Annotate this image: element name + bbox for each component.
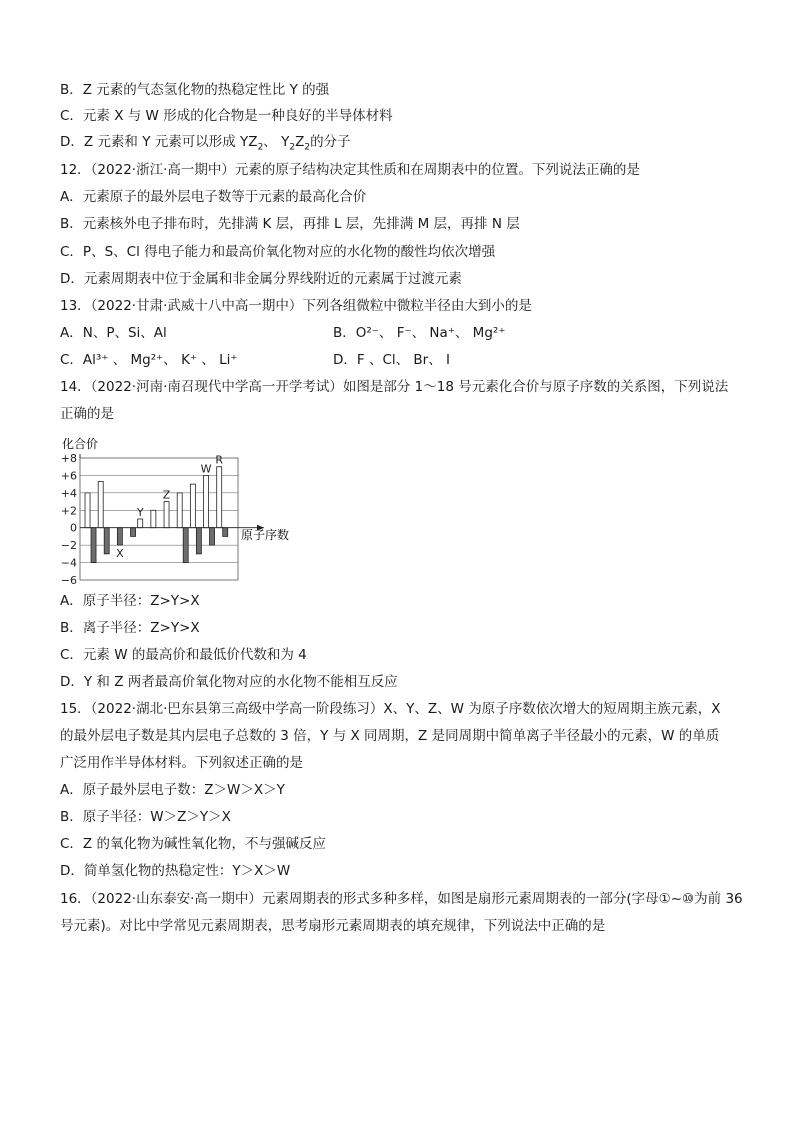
bar <box>217 467 222 528</box>
q15-stem-line3: 广泛用作半导体材料。下列叙述正确的是 <box>60 755 303 771</box>
q12-stem: 12．（2022·浙江·高一期中）元素的原子结构决定其性质和在周期表中的位置。下列说法正确的是 <box>60 162 640 178</box>
y-tick-label: −6 <box>60 574 77 587</box>
q11-option-b: B．Z 元素的气态氢化物的热稳定性比 Y 的强 <box>60 82 330 98</box>
q14-option-a: A．原子半径：Z>Y>X <box>60 593 200 609</box>
chart-bars <box>85 454 228 563</box>
q15-option-d: D．简单氢化物的热稳定性：Y＞X＞W <box>60 863 291 879</box>
bar <box>91 528 96 563</box>
q15-stem-line2: 的最外层电子数是其内层电子总数的 3 倍，Y 与 X 同周期，Z 是同周期中简单离子半径最小的元素，W 的单质 <box>60 728 720 744</box>
bar-label: W <box>200 462 212 476</box>
chart-axes <box>80 454 264 531</box>
bar <box>177 493 182 528</box>
q15-option-a: A．原子最外层电子数：Z＞W＞X＞Y <box>60 782 285 798</box>
q14-option-b: B．离子半径：Z>Y>X <box>60 620 200 636</box>
bar <box>223 528 228 537</box>
valence-chart <box>58 432 318 587</box>
q16-stem-line2: 号元素)。对比中学常见元素周期表，思考扇形元素周期表的填充规律，下列说法中正确的是 <box>60 918 606 934</box>
bar-label: R <box>215 453 224 467</box>
bar-label: X <box>116 547 124 561</box>
q13-option-c: C．Al³⁺ 、 Mg²⁺、 K⁺ 、 Li⁺ <box>60 352 238 368</box>
chart-grid <box>80 458 238 580</box>
q12-option-d: D．元素周期表中位于金属和非金属分界线附近的元素属于过渡元素 <box>60 271 462 287</box>
q13-option-a: A．N、P、Si、Al <box>60 325 167 341</box>
q16-stem-line1: 16．（2022·山东泰安·高一期中）元素周期表的形式多种多样，如图是扇形元素周期表的一部分(字母①~⑩为前 36 <box>60 891 743 907</box>
y-tick-label: −4 <box>60 556 77 570</box>
q12-option-a: A．元素原子的最外层电子数等于元素的最高化合价 <box>60 189 367 205</box>
plot-frame <box>80 458 238 580</box>
y-tick-label: +4 <box>60 486 77 500</box>
bar <box>98 482 103 528</box>
q14-option-d: D．Y 和 Z 两者最高价氧化物对应的水化物不能相互反应 <box>60 674 398 690</box>
bar-label: Z <box>162 488 171 502</box>
bar-label: Y <box>136 506 144 519</box>
bar <box>204 475 209 527</box>
bar <box>210 528 215 545</box>
q13-option-d: D．F 、Cl、 Br、 I <box>333 352 451 368</box>
q15-stem-line1: 15．（2022·湖北·巴东县第三高级中学高一阶段练习）X、Y、Z、W 为原子序数依次增大的短周期主族元素，X <box>60 701 721 717</box>
q12-option-b: B．元素核外电子排布时，先排满 K 层，再排 L 层，先排满 M 层，再排 N 层 <box>60 216 520 232</box>
bar <box>85 493 90 528</box>
q12-option-c: C．P、S、Cl 得电子能力和最高价氧化物对应的水化物的酸性均依次增强 <box>60 244 496 260</box>
y-tick-label: +8 <box>60 452 77 465</box>
q14-option-c: C．元素 W 的最高价和最低价代数和为 4 <box>60 647 307 663</box>
bar <box>164 502 169 528</box>
valence-chart-svg <box>58 432 318 587</box>
chart-xlabel: 原子序数 <box>241 528 290 542</box>
y-tick-label: +6 <box>60 469 77 483</box>
q14-stem-line2: 正确的是 <box>60 406 114 422</box>
y-tick-label: +2 <box>60 504 77 518</box>
bar <box>183 528 188 563</box>
bar <box>138 519 143 528</box>
q13-option-b: B．O²⁻、 F⁻、 Na⁺、 Mg²⁺ <box>333 325 506 341</box>
bar <box>196 528 201 554</box>
q13-stem: 13．（2022·甘肃·武威十八中高一期中）下列各组微粒中微粒半径由大到小的是 <box>60 298 532 314</box>
y-tick-label: −2 <box>60 539 77 553</box>
bar <box>190 484 195 528</box>
bar <box>117 528 122 545</box>
q15-option-c: C．Z 的氧化物为碱性氧化物，不与强碱反应 <box>60 836 326 852</box>
q11-option-c: C．元素 X 与 W 形成的化合物是一种良好的半导体材料 <box>60 108 393 124</box>
chart-tick-labels <box>61 452 77 587</box>
q14-stem-line1: 14．（2022·河南·南召现代中学高一开学考试）如图是部分 1～18 号元素化合价与原子序数的关系图，下列说法 <box>60 379 729 395</box>
chart-ylabel: 化合价 <box>62 437 99 451</box>
bar <box>131 528 136 537</box>
y-tick-label: 0 <box>70 521 77 535</box>
q15-option-b: B．原子半径：W＞Z＞Y＞X <box>60 809 231 825</box>
bar <box>151 510 156 527</box>
bar <box>104 528 109 554</box>
q11-option-d: D．Z 元素和 Y 元素可以形成 $YZ_2$、 $Y_2Z_2$的分子 <box>60 134 351 153</box>
